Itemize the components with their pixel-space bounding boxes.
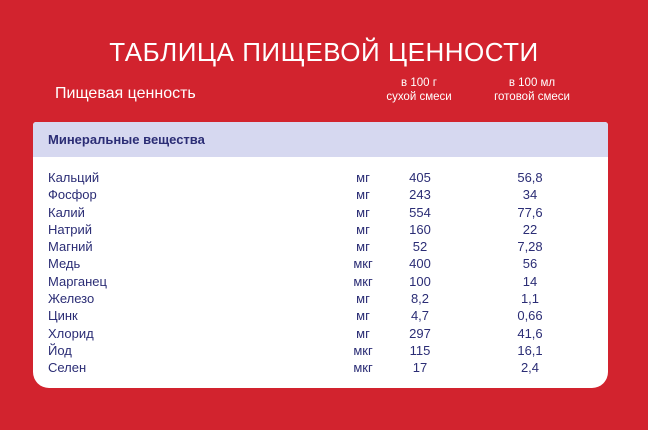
- nutrient-unit: мг: [356, 291, 370, 307]
- table-row: [33, 204, 608, 221]
- value-per-100ml: 77,6: [517, 204, 543, 220]
- table-row: [33, 221, 608, 238]
- table-row: [33, 342, 608, 359]
- value-per-100ml: 22: [522, 221, 538, 237]
- nutrient-unit: мкг: [353, 360, 373, 376]
- value-per-100ml: 2,4: [520, 360, 540, 376]
- nutrient-unit: мг: [356, 170, 370, 185]
- nutrient-name: Кальций: [48, 170, 100, 185]
- value-per-100ml: 41,6: [517, 325, 543, 341]
- value-per-100ml: 0,66: [517, 308, 543, 324]
- section-title-minerals: Минеральные вещества: [48, 132, 205, 147]
- table-row: [33, 359, 608, 376]
- value-per-100ml: 14: [522, 273, 538, 289]
- value-per-100ml: 7,28: [517, 239, 543, 255]
- nutrient-name: Медь: [48, 256, 81, 272]
- column-header-line: в 100 г: [401, 77, 437, 89]
- nutrient-unit: мг: [356, 325, 370, 341]
- value-per-100g: 52: [412, 239, 428, 255]
- table-row: [33, 238, 608, 255]
- nutrient-unit: мг: [356, 221, 370, 237]
- value-per-100ml: 56,8: [517, 170, 543, 185]
- nutrition-card: [33, 122, 608, 388]
- value-per-100g: 554: [409, 204, 431, 220]
- nutrient-unit: мкг: [353, 273, 373, 289]
- value-per-100g: 400: [409, 256, 431, 272]
- value-per-100g: 115: [409, 342, 431, 358]
- nutrition-value-label: Пищевая ценность: [55, 85, 196, 102]
- nutrient-unit: мг: [356, 308, 370, 324]
- table-row: [33, 169, 608, 186]
- nutrient-name: Цинк: [48, 308, 78, 324]
- table-row: [33, 186, 608, 203]
- nutrient-unit: мг: [356, 204, 370, 220]
- value-per-100g: 100: [409, 273, 431, 289]
- nutrient-name: Йод: [48, 342, 72, 358]
- table-rows: [33, 169, 608, 377]
- value-per-100g: 297: [409, 325, 431, 341]
- nutrient-name: Марганец: [48, 273, 107, 289]
- nutrient-name: Железо: [48, 291, 95, 307]
- table-row: [33, 255, 608, 272]
- nutrient-name: Хлорид: [48, 325, 94, 341]
- nutrient-unit: мкг: [353, 256, 373, 272]
- table-row: [33, 325, 608, 342]
- nutrient-name: Фосфор: [48, 187, 97, 203]
- nutrient-name: Селен: [48, 360, 87, 376]
- table-row: [33, 273, 608, 290]
- page-title: ТАБЛИЦА ПИЩЕВОЙ ЦЕННОСТИ: [109, 37, 539, 67]
- nutrient-name: Магний: [48, 239, 93, 255]
- nutrient-unit: мг: [356, 187, 370, 203]
- value-per-100ml: 16,1: [517, 342, 543, 358]
- column-header-per-100ml-ready: [462, 76, 602, 104]
- value-per-100g: 243: [409, 187, 431, 203]
- value-per-100g: 160: [409, 221, 431, 237]
- value-per-100g: 8,2: [410, 291, 430, 307]
- section-band: [33, 122, 608, 157]
- value-per-100ml: 1,1: [520, 291, 540, 307]
- table-row: [33, 307, 608, 324]
- nutrient-unit: мг: [356, 239, 370, 255]
- value-per-100g: 17: [412, 360, 428, 376]
- value-per-100g: 405: [409, 170, 431, 185]
- column-header-line: сухой смеси: [386, 91, 452, 103]
- value-per-100g: 4,7: [410, 308, 430, 324]
- nutrient-unit: мкг: [353, 342, 373, 358]
- value-per-100ml: 56: [522, 256, 538, 272]
- nutrient-name: Калий: [48, 204, 85, 220]
- column-header-line: готовой смеси: [494, 91, 570, 103]
- table-row: [33, 290, 608, 307]
- value-per-100ml: 34: [522, 187, 538, 203]
- column-header-line: в 100 мл: [508, 77, 556, 89]
- nutrient-name: Натрий: [48, 221, 93, 237]
